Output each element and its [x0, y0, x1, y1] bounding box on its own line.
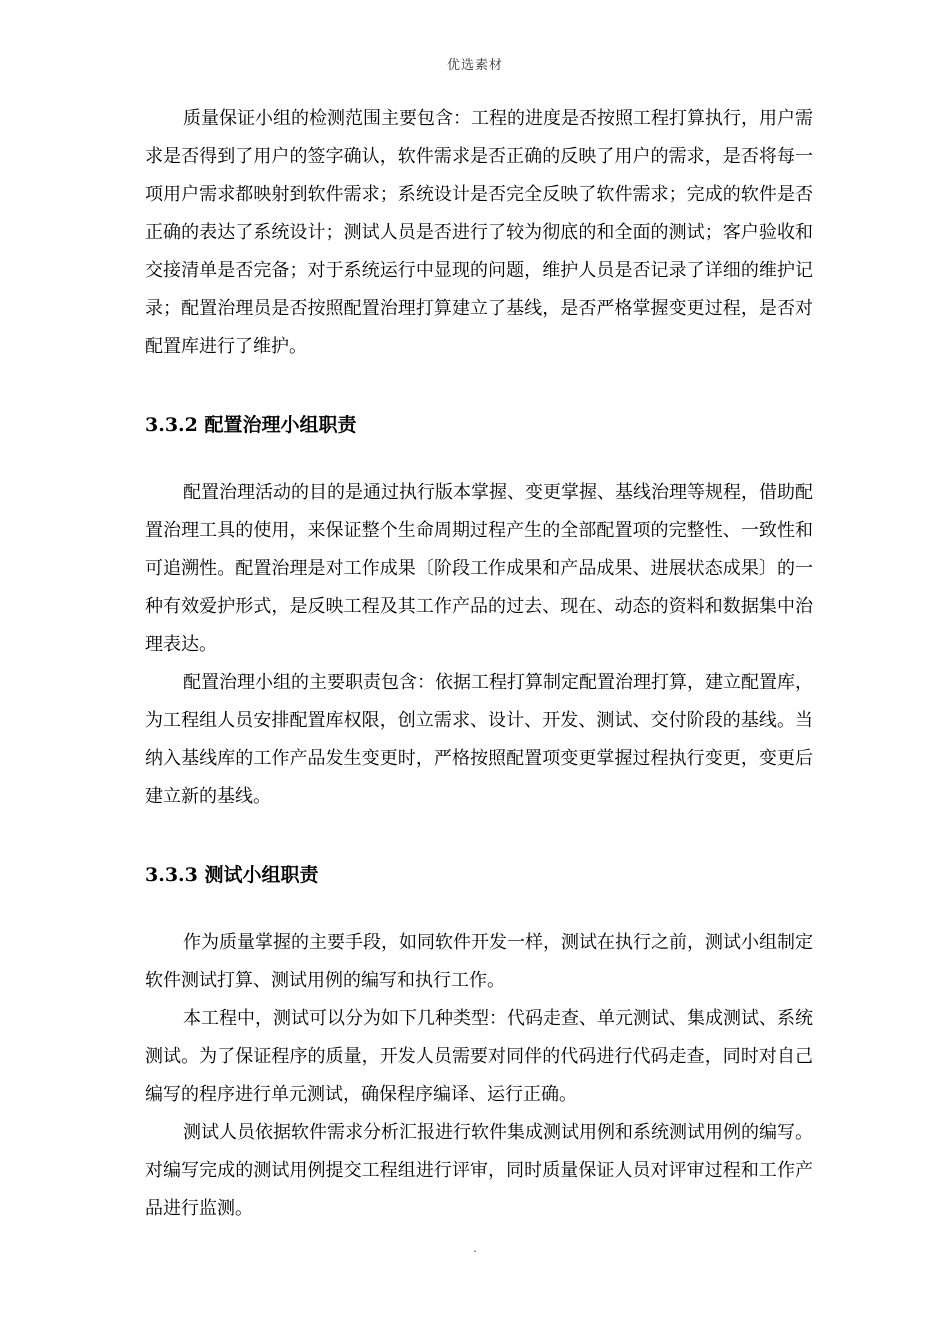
- intro-paragraph: 质量保证小组的检测范围主要包含：工程的进度是否按照工程打算执行，用户需求是否得到了用户的签字确认，软件需求是否正确的反映了用户的需求，是否将每一项用户需求都映射到软件需求；系统设计是否完全反映了软件需求；完成的软件是否正确的表达了系统设计；测试人员是否进行了较为彻底的和全面的测试；客户验收和交接清单是否完备；对于系统运行中显现的问题，维护人员是否记录了详细的维护记录；配置治理员是否按照配置治理打算建立了基线，是否严格掌握变更过程，是否对配置库进行了维护。: [145, 108, 813, 357]
- section-3-3-3-paragraph-1: 作为质量掌握的主要手段，如同软件开发一样，测试在执行之前，测试小组制定软件测试打算、测试用例的编写和执行工作。: [145, 932, 813, 991]
- document-body: [145, 100, 813, 1228]
- section-3-3-2-paragraph-2: 配置治理小组的主要职责包含：依据工程打算制定配置治理打算，建立配置库，为工程组人员安排配置库权限，创立需求、设计、开发、测试、交付阶段的基线。当纳入基线库的工作产品发生变更时，严格按照配置项变更掌握过程执行变更，变更后建立新的基线。: [145, 672, 813, 807]
- section-heading-3-3-3: 3.3.3 测试小组职责: [145, 864, 319, 886]
- section-3-3-3-paragraph-3: 测试人员依据软件需求分析汇报进行软件集成测试用例和系统测试用例的编写。对编写完成的测试用例提交工程组进行评审，同时质量保证人员对评审过程和工作产品进行监测。: [145, 1122, 813, 1219]
- page-footer-mark: .: [473, 1241, 477, 1255]
- section-heading-3-3-2: 3.3.2 配置治理小组职责: [145, 414, 357, 436]
- section-3-3-2-paragraph-1: 配置治理活动的目的是通过执行版本掌握、变更掌握、基线治理等规程，借助配置治理工具的使用，来保证整个生命周期过程产生的全部配置项的完整性、一致性和可追溯性。配置治理是对工作成果〔阶段工作成果和产品成果、进展状态成果〕的一种有效爱护形式，是反映工程及其工作产品的过去、现在、动态的资料和数据集中治理表达。: [145, 482, 813, 655]
- section-3-3-3-paragraph-2: 本工程中，测试可以分为如下几种类型：代码走查、单元测试、集成测试、系统测试。为了保证程序的质量，开发人员需要对同伴的代码进行代码走查，同时对自己编写的程序进行单元测试，确保程序编译、运行正确。: [145, 1008, 813, 1105]
- page-header: 优选素材: [446, 58, 503, 73]
